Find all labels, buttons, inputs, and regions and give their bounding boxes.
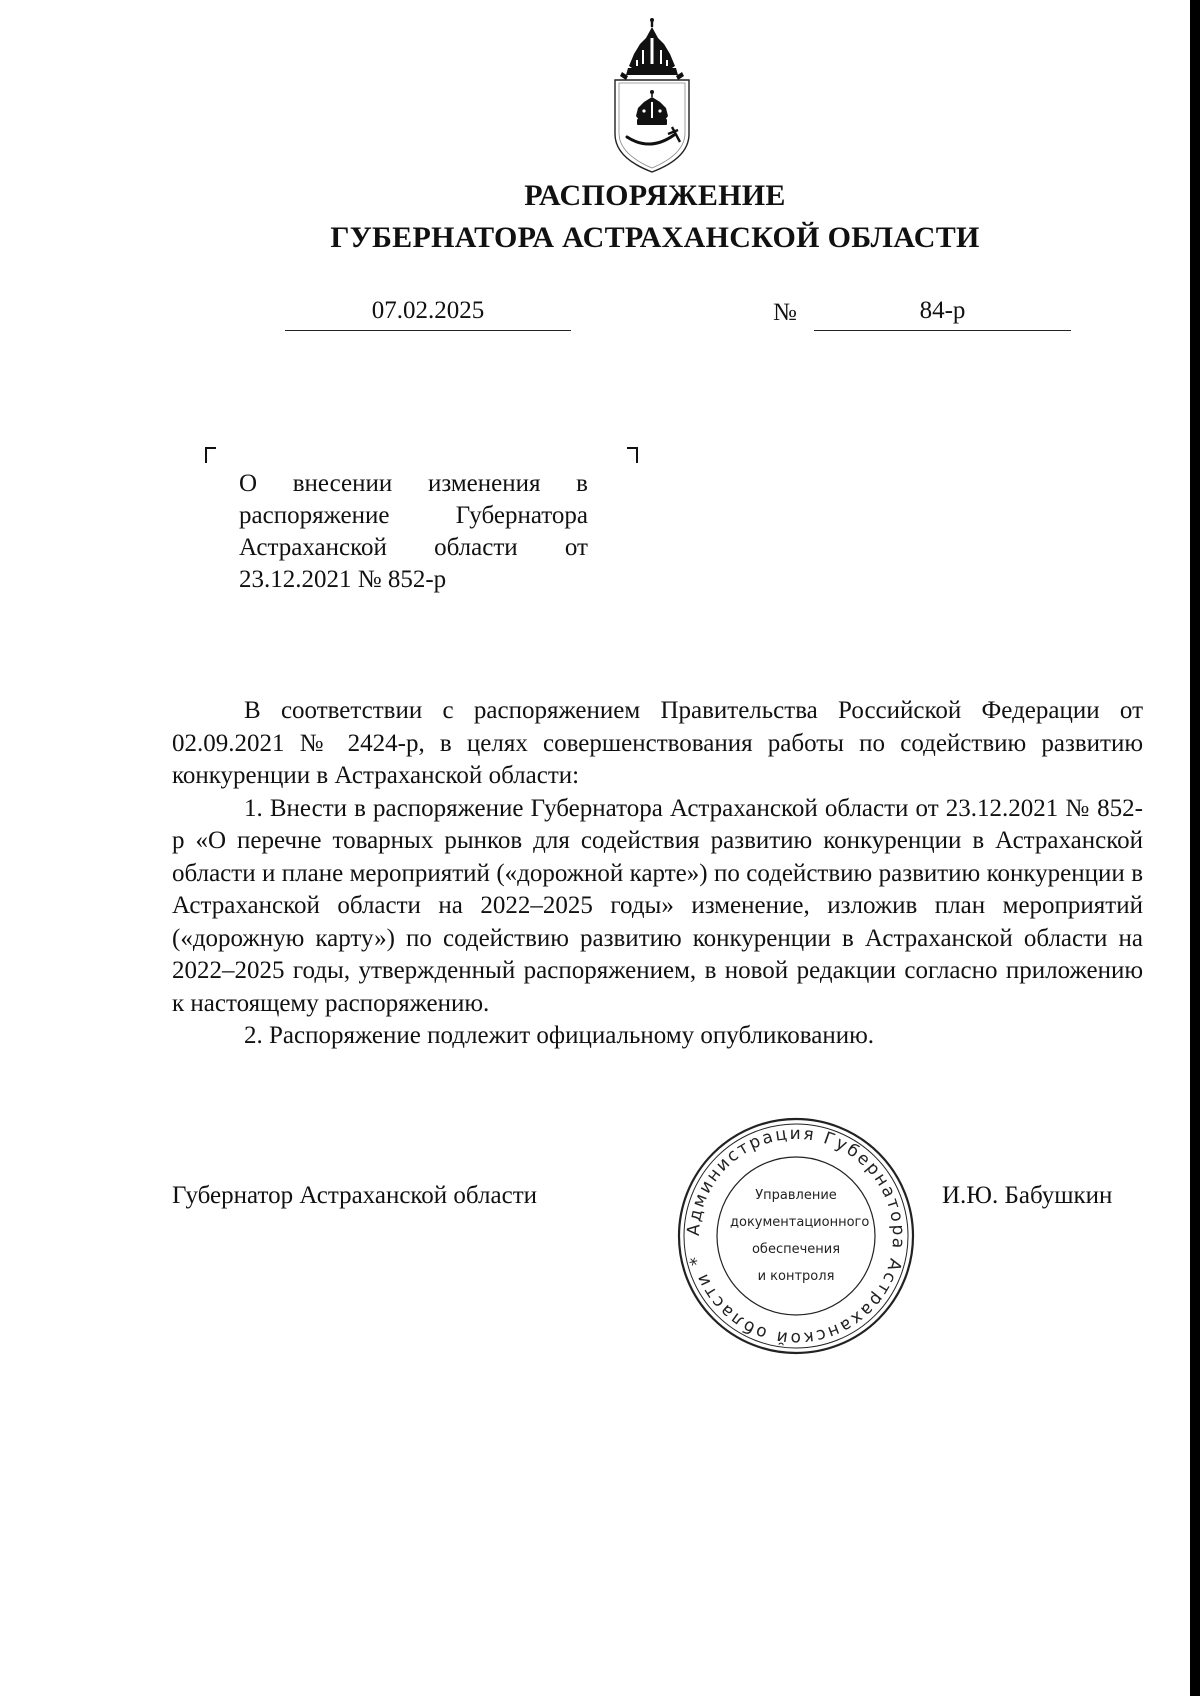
clause-1-paragraph: 1. Внести в распоряжение Губернатора Астраханской области от 23.12.2021 № 852-р «О перечне товарных рынков для содействия развитию конкуренции в Астраханской области и плане мероприятий («дорожной карте») по содействию развитию конкуренции в Астраханской области на 2022–2025 годы» изменение, изложив план мероприятий («дорожную карту») по содействию развитию конкуренции в Астраханской области на 2022–2025 годы, утвержденный распоряжением, в новой редакции согласно приложению к настоящему распоряжению.	[172, 794, 1143, 1017]
seal-inner-line: обеспечения	[751, 1242, 841, 1257]
number-underline	[814, 330, 1071, 331]
document-title: РАСПОРЯЖЕНИЕ	[524, 179, 786, 212]
coat-of-arms-icon	[612, 16, 692, 174]
number-sign: №	[773, 299, 797, 326]
document-body	[172, 695, 1143, 1053]
document-subject	[239, 468, 588, 596]
clause-2-paragraph: 2. Распоряжение подлежит официальному опубликованию.	[244, 1022, 875, 1049]
subject-corner-left	[205, 447, 216, 463]
date-underline	[285, 330, 571, 331]
seal-inner-text	[730, 1182, 870, 1290]
seal-inner-line: и контроля	[757, 1269, 835, 1284]
seal-inner-line: Управление	[755, 1188, 837, 1203]
subject-line: О внесении изменения в	[239, 470, 588, 497]
document-title-issuer: ГУБЕРНАТОРА АСТРАХАНСКОЙ ОБЛАСТИ	[330, 221, 980, 254]
subject-line: 23.12.2021 № 852-р	[239, 566, 447, 593]
subject-line: распоряжение Губернатора	[239, 502, 588, 529]
seal-inner-line: документационного	[730, 1215, 870, 1230]
subject-corner-right	[627, 447, 638, 463]
subject-line: Астраханской области от	[239, 534, 588, 561]
document-date: 07.02.2025	[371, 297, 485, 324]
preamble-paragraph: В соответствии с распоряжением Правительства Российской Федерации от 02.09.2021 № 2424-р, в целях совершенствования работы по содействию развитию конкуренции в Астраханской области:	[172, 697, 1143, 789]
seal-ring-text: Администрация Губернатора Астраханской области *	[683, 1123, 909, 1349]
document-number: 84-р	[919, 297, 966, 324]
signatory-name: И.Ю. Бабушкин	[942, 1182, 1113, 1209]
signatory-position: Губернатор Астраханской области	[172, 1182, 538, 1209]
official-seal	[676, 1116, 916, 1356]
